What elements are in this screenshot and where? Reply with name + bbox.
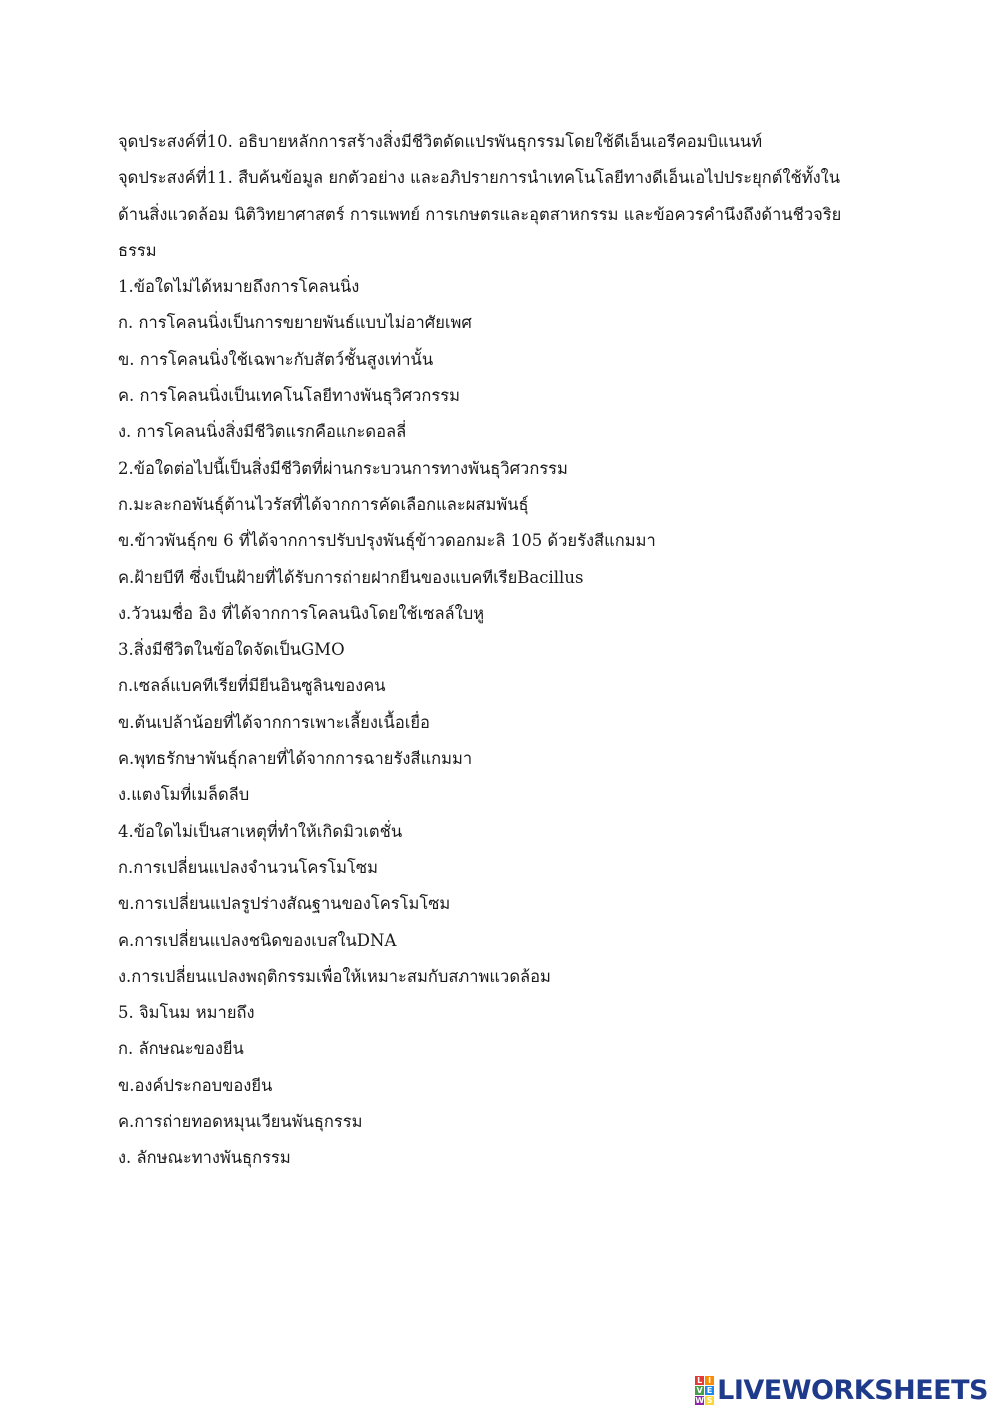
question-4-option-c: ค.การเปลี่ยนแปลงชนิดของเบสในDNA bbox=[118, 930, 397, 950]
question-3-option-b: ข.ต้นเปล้าน้อยที่ได้จากการเพาะเลี้ยงเนื้อเยื่อ bbox=[118, 712, 430, 732]
logo-block: V bbox=[696, 1385, 703, 1395]
question-5-option-b: ข.องค์ประกอบของยีน bbox=[118, 1075, 273, 1095]
question-4-option-d: ง.การเปลี่ยนแปลงพฤติกรรมเพื่อให้เหมาะสมกับสภาพแวดล้อม bbox=[118, 966, 551, 986]
worksheet-body bbox=[118, 124, 878, 1177]
question-4-option-b: ข.การเปลี่ยนแปลรูปร่างสัณฐานของโครโมโซม bbox=[118, 894, 451, 914]
question-5-option-a: ก. ลักษณะของยีน bbox=[118, 1039, 244, 1059]
question-5-option-d: ง. ลักษณะทางพันธุกรรม bbox=[118, 1148, 291, 1168]
question-2-option-d: ง.วัวนมชื่อ อิง ที่ได้จากการโคลนนิงโดยใช้เซลล์ใบหู bbox=[118, 603, 485, 623]
logo-block: I bbox=[705, 1376, 714, 1385]
logo-block: W bbox=[695, 1395, 705, 1405]
logo-block: S bbox=[706, 1395, 713, 1405]
question-3-option-c: ค.พุทธรักษาพันธุ์กลายที่ได้จากการฉายรังสีแกมมา bbox=[118, 749, 473, 769]
question-1-option-a: ก. การโคลนนิ่งเป็นการขยายพันธ์แบบไม่อาศัยเพศ bbox=[118, 313, 472, 333]
question-1-option-c: ค. การโคลนนิ่งเป็นเทคโนโลยีทางพันธุวิศวกรรม bbox=[118, 386, 461, 406]
liveworksheets-watermark bbox=[695, 1375, 988, 1405]
question-3: 3.สิ่งมีชีวิตในข้อใดจัดเป็นGMO bbox=[118, 640, 345, 660]
question-5-option-c: ค.การถ่ายทอดหมุนเวียนพันธุกรรม bbox=[118, 1112, 363, 1132]
logo-block: L bbox=[697, 1375, 703, 1385]
question-2: 2.ข้อใดต่อไปนี้เป็นสิ่งมีชีวิตที่ผ่านกระบวนการทางพันธุวิศวกรรม bbox=[118, 458, 568, 478]
objective-11-end: ธรรม bbox=[118, 240, 157, 260]
objective-11-cont: ด้านสิ่งแวดล้อม นิติวิทยาศาสตร์ การแพทย์ การเกษตรและอุตสาหกรรม และข้อควรคำนึงถึงด้านชีวจริย bbox=[118, 204, 842, 224]
brand-name: LIVEWORKSHEETS bbox=[717, 1374, 988, 1406]
objective-10: จุดประสงค์ที่10. อธิบายหลักการสร้างสิ่งมีชีวิตดัดแปรพันธุกรรมโดยใช้ดีเอ็นเอรีคอมบิแนนท์ bbox=[118, 132, 763, 151]
liveworksheets-logo-icon bbox=[695, 1376, 714, 1405]
question-3-option-d: ง.แตงโมที่เมล็ดลีบ bbox=[118, 785, 250, 805]
question-2-option-a: ก.มะละกอพันธุ์ต้านไวรัสที่ได้จากการคัดเลือกและผสมพันธุ์ bbox=[118, 494, 529, 514]
question-5: 5. จิมโนม หมายถึง bbox=[118, 1003, 255, 1023]
objective-11: จุดประสงค์ที่11. สืบค้นข้อมูล ยกตัวอย่าง และอภิปรายการนำเทคโนโลยีทางดีเอ็นเอไปประยุกต์ใช้ทั้งใน bbox=[118, 168, 840, 188]
logo-block: E bbox=[706, 1385, 713, 1395]
question-4-option-a: ก.การเปลี่ยนแปลงจำนวนโครโมโซม bbox=[118, 857, 378, 877]
question-3-option-a: ก.เซลล์แบคทีเรียที่มียีนอินซูลินของคน bbox=[118, 676, 386, 696]
question-1-option-b: ข. การโคลนนิ่งใช้เฉพาะกับสัตว์ชั้นสูงเท่านั้น bbox=[118, 349, 434, 369]
question-4: 4.ข้อใดไม่เป็นสาเหตุที่ทำให้เกิดมิวเตชั่น bbox=[118, 821, 403, 841]
question-1-option-d: ง. การโคลนนิ่งสิ่งมีชีวิตแรกคือแกะดอลลี่ bbox=[118, 422, 407, 442]
question-1: 1.ข้อใดไม่ได้หมายถึงการโคลนนิ่ง bbox=[118, 277, 360, 297]
question-2-option-c: ค.ฝ้ายบีที ซึ่งเป็นฝ้ายที่ได้รับการถ่ายฝากยีนของแบคทีเรียBacillus bbox=[118, 567, 584, 587]
question-2-option-b: ข.ข้าวพันธุ์กข 6 ที่ได้จากการปรับปรุงพันธุ์ข้าวดอกมะลิ 105 ด้วยรังสีแกมมา bbox=[118, 531, 656, 551]
